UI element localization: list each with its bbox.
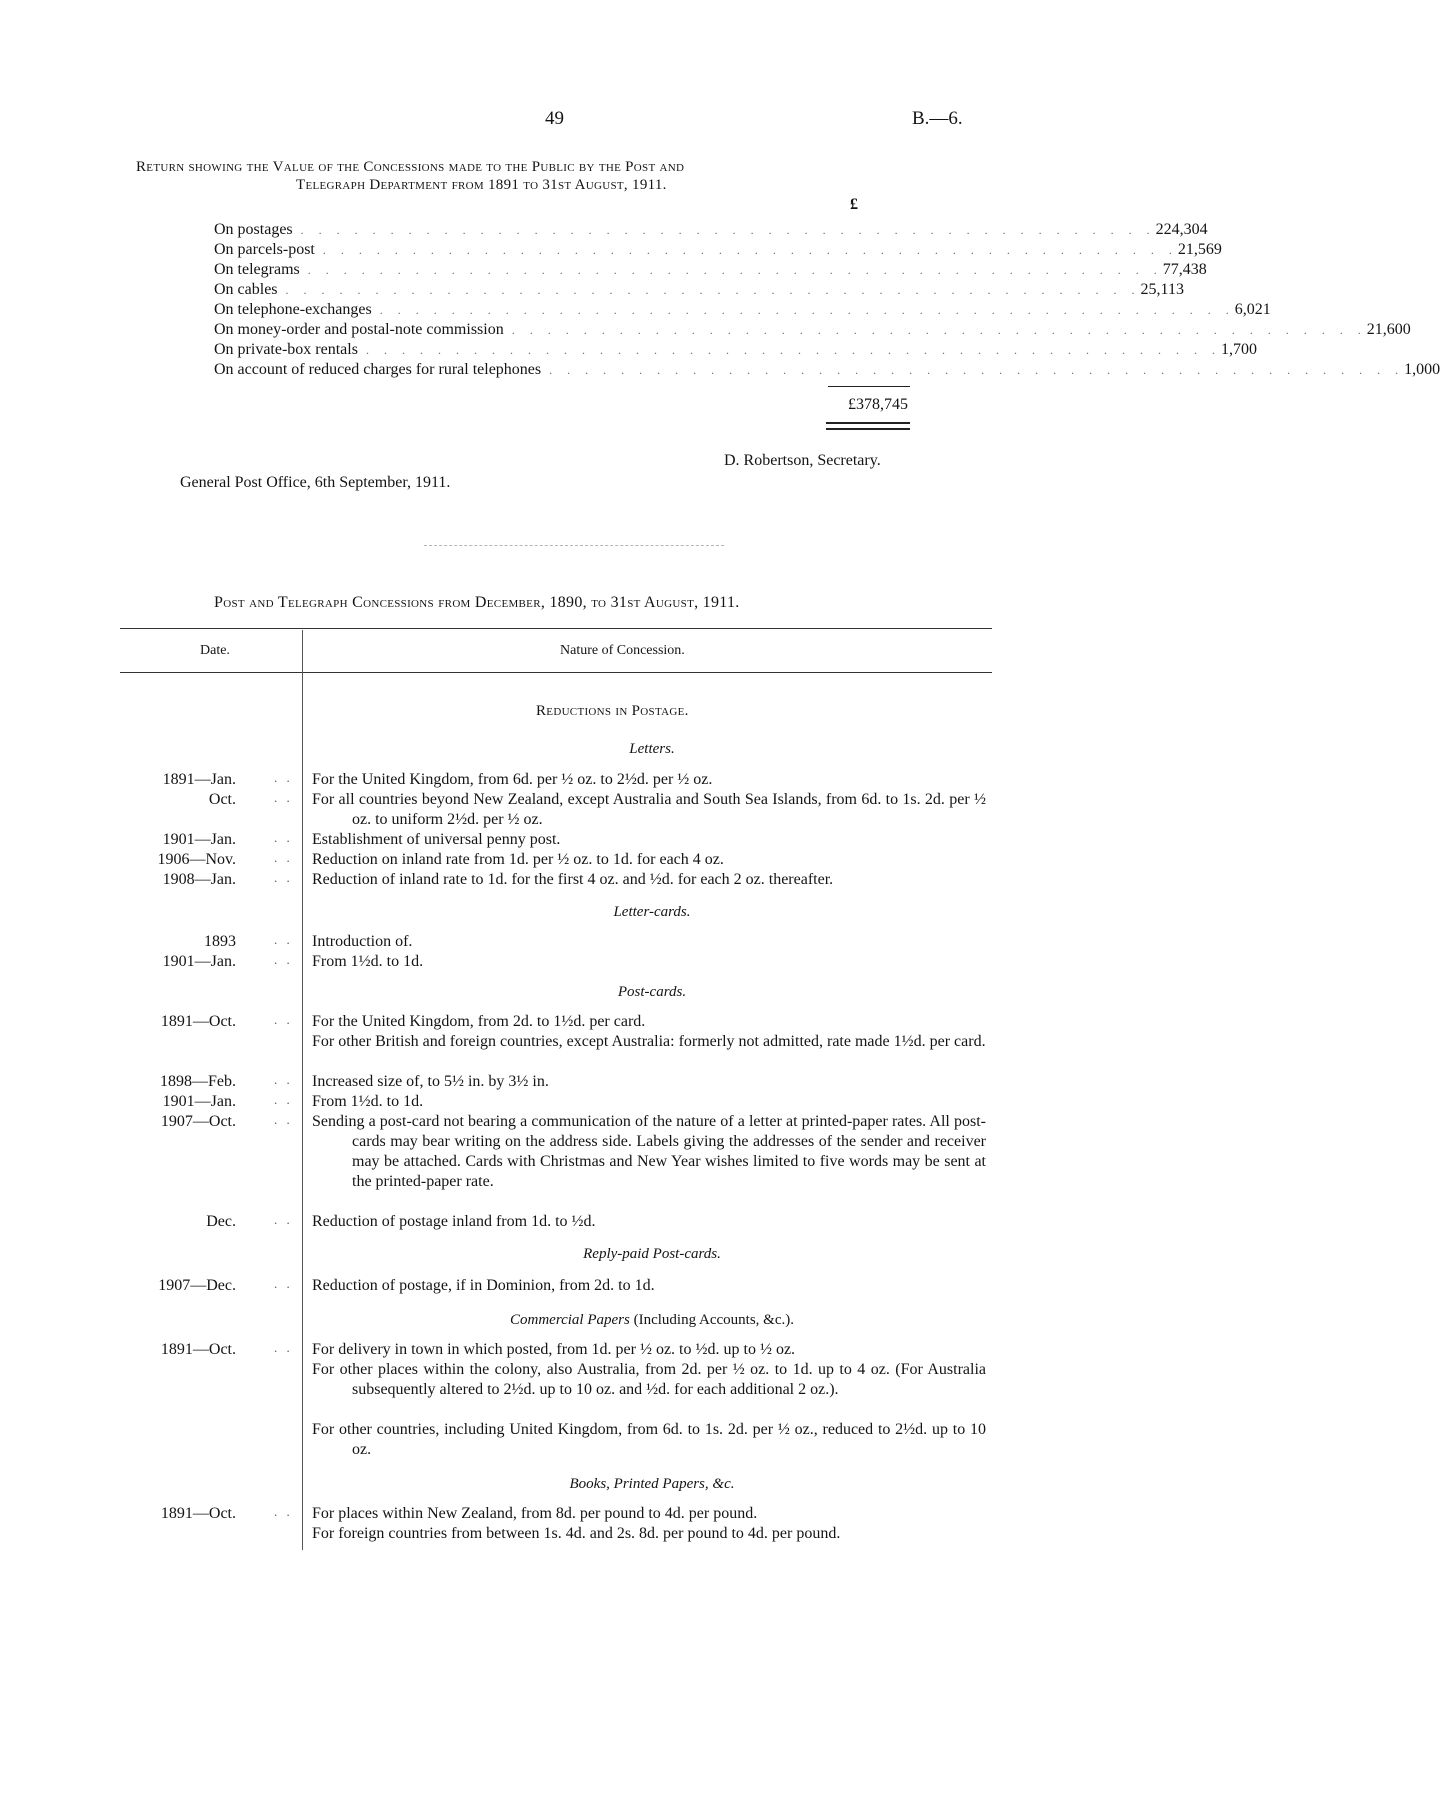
entry-date: 1891—Jan. (162, 771, 236, 788)
return-row-amount: 1,000 (1404, 361, 1440, 378)
return-row (214, 280, 1184, 300)
sum-rule (828, 386, 910, 387)
return-title-line-1: Return showing the Value of the Concessions made to the Public by the Post and (136, 159, 685, 175)
return-row (214, 320, 1411, 340)
place-date: General Post Office, 6th September, 1911. (180, 474, 451, 491)
return-row-label: On telegrams (214, 261, 300, 278)
table-top-rule (120, 628, 992, 629)
column-header-nature: Nature of Concession. (560, 643, 685, 658)
return-row-label: On money-order and postal-note commission (214, 321, 504, 338)
entry-date: 1891—Oct. (160, 1013, 236, 1030)
return-row-amount: 77,438 (1162, 261, 1207, 278)
subhead-commercial-italic: Commercial Papers (510, 1312, 630, 1328)
leader-dots: . . (274, 770, 293, 785)
document-reference: B.—6. (912, 108, 963, 129)
leader-dots: . . (274, 1212, 293, 1227)
subhead-letter-cards: Letter-cards. (613, 904, 691, 920)
return-row-amount: 1,700 (1220, 341, 1257, 358)
return-row-label: On parcels-post (214, 241, 315, 258)
entry-text: For foreign countries from between 1s. 4d. and 2s. 8d. per pound to 4d. per pound. (312, 1525, 841, 1542)
entry-date: 1901—Jan. (162, 1093, 236, 1110)
entry-text: Reduction on inland rate from 1d. per ½ oz. to 1d. for each 4 oz. (312, 851, 724, 868)
entry-text: Introduction of. (312, 933, 413, 950)
return-row (214, 260, 1207, 280)
double-rule (826, 422, 910, 430)
leader-dots: . . (274, 1092, 293, 1107)
leader-dots: . . (274, 952, 293, 967)
leader-dots: . . (274, 1340, 293, 1355)
entry-text: For other British and foreign countries, except Australia: formerly not admitted, rate made 1½d. per card. (312, 1033, 986, 1050)
return-title (136, 158, 976, 194)
subhead-letters: Letters. (629, 741, 675, 757)
return-row (214, 340, 1257, 360)
leader-dots: . . . . . . . . . . . . . . . . . . . . . . . . . . . . . . . . . . . . . . . . . . . . . . . . (322, 243, 1178, 257)
currency-symbol: £ (850, 196, 858, 213)
page-number: 49 (545, 108, 564, 129)
entry-text: For the United Kingdom, from 2d. to 1½d. per card. (312, 1013, 646, 1030)
leader-dots: . . (274, 1276, 293, 1291)
entry-text: Reduction of inland rate to 1d. for the first 4 oz. and ½d. for each 2 oz. thereafter. (312, 871, 834, 888)
leader-dots: . . (274, 1072, 293, 1087)
subhead-post-cards: Post-cards. (617, 984, 687, 1000)
entry-text: Increased size of, to 5½ in. by 3½ in. (312, 1073, 549, 1090)
entry-text: For other countries, including United Kingdom, from 6d. to 1s. 2d. per ½ oz., reduced to 2½d. up to 10 oz. (312, 1421, 986, 1458)
return-row-amount: 25,113 (1140, 281, 1184, 298)
leader-dots: . . . . . . . . . . . . . . . . . . . . . . . . . . . . . . . . . . . . . . . . . . . . . . . . (549, 363, 1405, 377)
subhead-commercial-upright: (Including Accounts, &c.). (633, 1312, 794, 1328)
entry-text: For all countries beyond New Zealand, except Australia and South Sea Islands, from 6d. to 1s. 2d. per ½ oz. to uniform 2½d. per ½ oz. (312, 791, 986, 828)
column-divider (302, 630, 303, 1550)
entry-date: 1901—Jan. (162, 831, 236, 848)
entry-date: 1891—Oct. (160, 1341, 236, 1358)
entry-text: From 1½d. to 1d. (312, 1093, 424, 1110)
entry-date: Oct. (208, 791, 236, 808)
entry-text: Reduction of postage inland from 1d. to ½d. (312, 1213, 596, 1230)
leader-dots: . . (274, 850, 293, 865)
entry-text: Sending a post-card not bearing a communication of the nature of a letter at printed-paper rates. All post-cards may bear writing on the address side. Labels giving the addresses of the sender and receiver may be attached. Cards with Christmas and New Year wishes limited to five words may be sent at the printed-paper rate. (312, 1113, 986, 1190)
leader-dots: . . (274, 1112, 293, 1127)
entry-text: Establishment of universal penny post. (312, 831, 561, 848)
entry-date: 1906—Nov. (157, 851, 236, 868)
entry-text: Reduction of postage, if in Dominion, from 2d. to 1d. (312, 1277, 655, 1294)
return-row-amount: 224,304 (1155, 221, 1208, 238)
subhead-reply-paid: Reply-paid Post-cards. (583, 1246, 721, 1262)
leader-dots: . . (274, 830, 293, 845)
return-title-line-2: Telegraph Department from 1891 to 31st August, 1911. (296, 177, 667, 193)
leader-dots: . . (274, 932, 293, 947)
return-total: £378,745 (848, 396, 908, 413)
return-row-amount: 21,600 (1366, 321, 1411, 338)
subhead-commercial-papers (312, 1312, 992, 1329)
return-row (214, 240, 1222, 260)
header-bottom-rule (120, 672, 992, 673)
return-row-amount: 21,569 (1177, 241, 1222, 258)
leader-dots: . . (274, 870, 293, 885)
entry-date: 1908—Jan. (162, 871, 236, 888)
entry-date: 1893 (204, 933, 236, 950)
entry-text: From 1½d. to 1d. (312, 953, 424, 970)
entry-text: For the United Kingdom, from 6d. per ½ oz. to 2½d. per ½ oz. (312, 771, 713, 788)
entry-text: For delivery in town in which posted, from 1d. per ½ oz. to ½d. up to ½ oz. (312, 1341, 796, 1358)
leader-dots: . . . . . . . . . . . . . . . . . . . . . . . . . . . . . . . . . . . . . . . . . . . . . . . . (300, 223, 1156, 237)
leader-dots: . . (274, 1504, 293, 1519)
return-row-label: On postages (214, 221, 293, 238)
return-row-label: On cables (214, 281, 278, 298)
leader-dots: . . . . . . . . . . . . . . . . . . . . . . . . . . . . . . . . . . . . . . . . . . . . . . . . (365, 343, 1221, 357)
return-row-amount: 6,021 (1234, 301, 1271, 318)
leader-dots: . . . . . . . . . . . . . . . . . . . . . . . . . . . . . . . . . . . . . . . . . . . . . . . . (285, 283, 1141, 297)
subhead-books: Books, Printed Papers, &c. (569, 1476, 735, 1492)
leader-dots: . . (274, 790, 293, 805)
entry-date: 1898—Feb. (160, 1073, 236, 1090)
entry-date: 1891—Oct. (160, 1505, 236, 1522)
leader-dots: . . . . . . . . . . . . . . . . . . . . . . . . . . . . . . . . . . . . . . . . . . . . . . . . (511, 323, 1367, 337)
section-title: Reductions in Postage. (536, 703, 689, 719)
signature: D. Robertson, Secretary. (724, 452, 881, 469)
entry-text: For places within New Zealand, from 8d. per pound to 4d. per pound. (312, 1505, 758, 1522)
return-row (214, 360, 1440, 380)
leader-dots: . . (274, 1012, 293, 1027)
section-separator (424, 545, 724, 546)
concessions-title: Post and Telegraph Concessions from December, 1890, to 31st August, 1911. (214, 594, 740, 611)
entry-date: 1907—Dec. (158, 1277, 236, 1294)
return-row (214, 300, 1271, 320)
entry-date: Dec. (206, 1213, 236, 1230)
return-row-label: On telephone-exchanges (214, 301, 372, 318)
column-header-date: Date. (200, 643, 230, 658)
entry-date: 1901—Jan. (162, 953, 236, 970)
return-row-label: On private-box rentals (214, 341, 358, 358)
return-row (214, 220, 1208, 240)
entry-text: For other places within the colony, also Australia, from 2d. per ½ oz. to 1d. up to 4 oz. (For Australia subsequently altered to 2½d. up to 10 oz. and ½d. for each additional 2 oz.). (312, 1361, 986, 1398)
leader-dots: . . . . . . . . . . . . . . . . . . . . . . . . . . . . . . . . . . . . . . . . . . . . . . . . (307, 263, 1163, 277)
return-row-label: On account of reduced charges for rural telephones (214, 361, 542, 378)
leader-dots: . . . . . . . . . . . . . . . . . . . . . . . . . . . . . . . . . . . . . . . . . . . . . . . . (379, 303, 1235, 317)
entry-date: 1907—Oct. (160, 1113, 236, 1130)
